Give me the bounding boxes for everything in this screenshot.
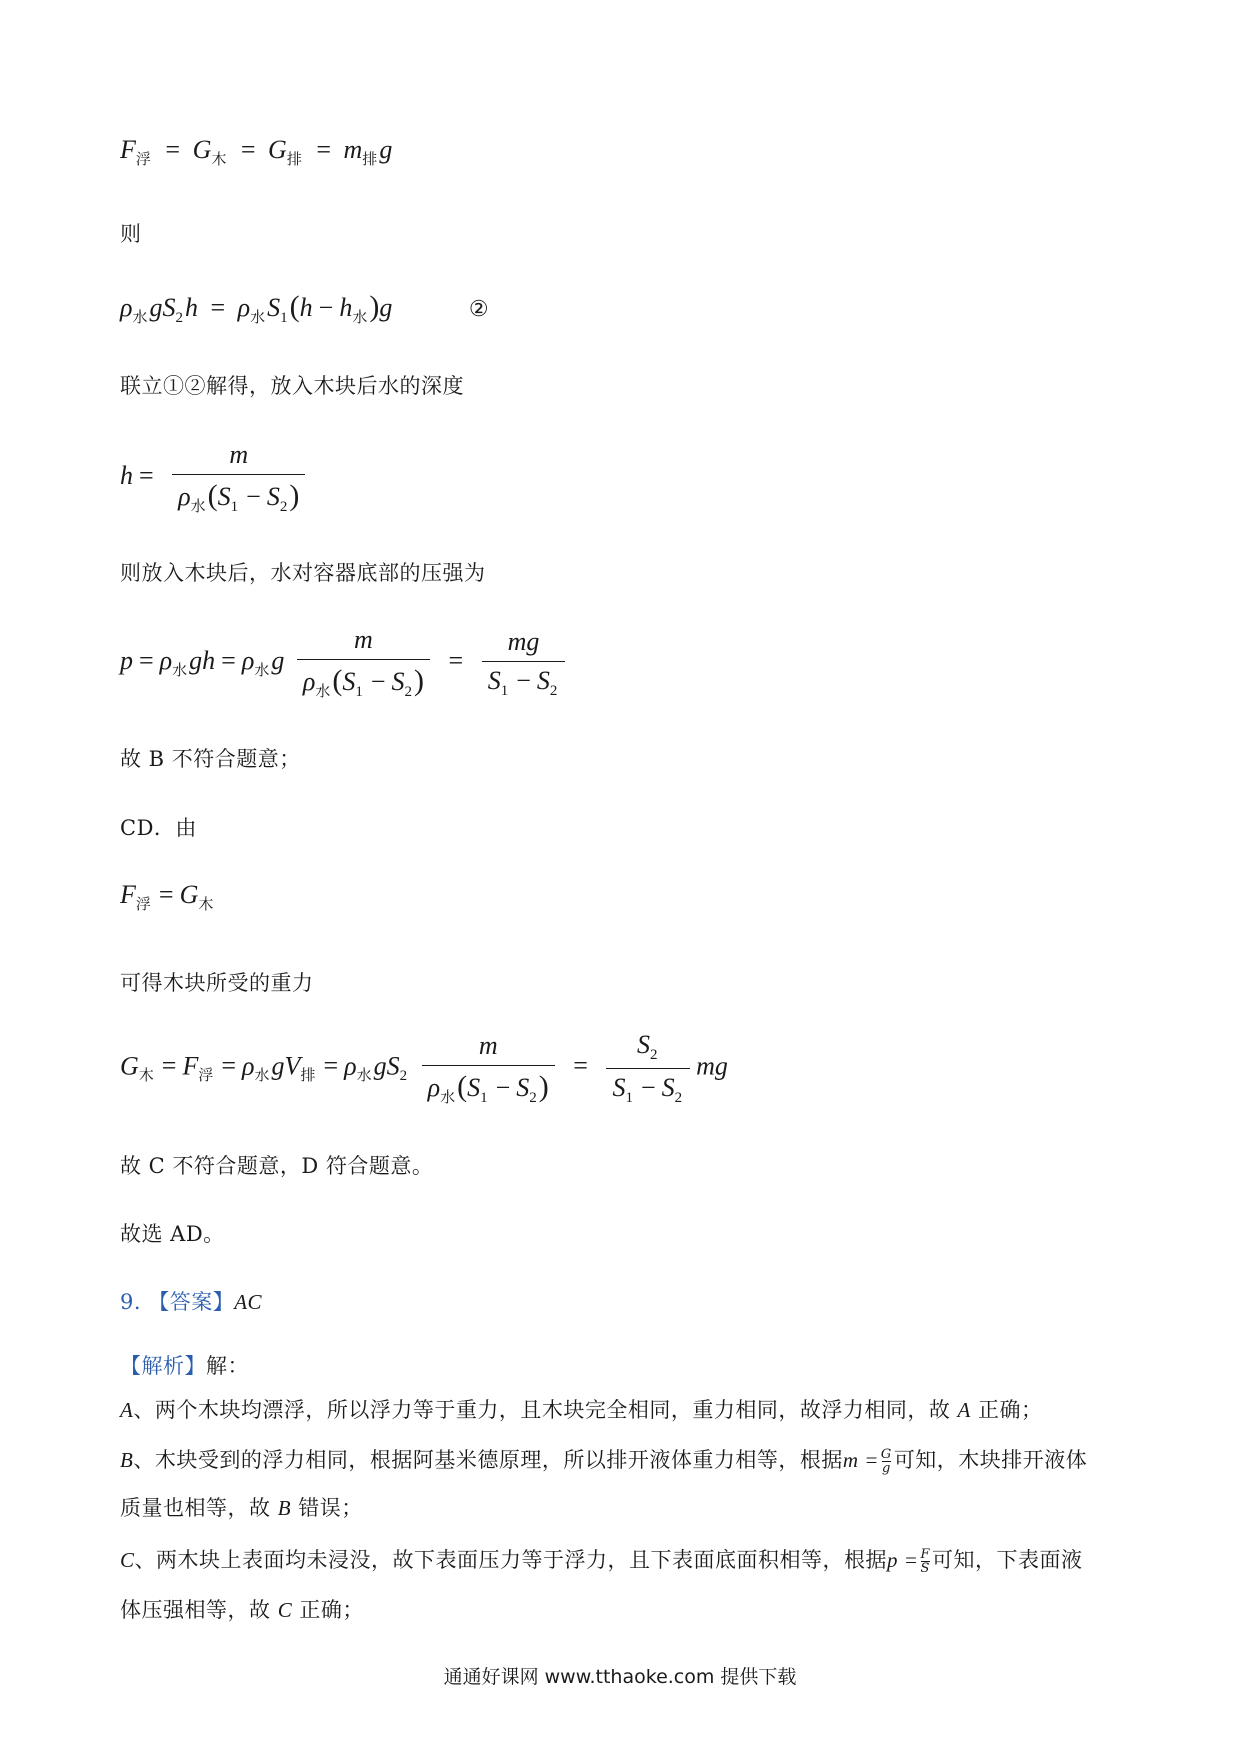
- answer-value: AC: [234, 1290, 263, 1314]
- equation-marker-2: ②: [468, 296, 489, 321]
- text-b-conclusion: 故 B 不符合题意；: [120, 747, 301, 771]
- answer-label: 【答案】: [148, 1290, 235, 1314]
- analysis-heading: 【解析】解：: [120, 1354, 249, 1378]
- equation-2: $\rho_水gS_2h = \rho_水S_1(h - h_水)g$ ②: [120, 290, 489, 326]
- analysis-item-b-line2: 质量也相等，故 B 错误；: [120, 1496, 363, 1520]
- question-9-answer: [120, 1286, 262, 1316]
- text-select: 故选 AD。: [120, 1222, 225, 1246]
- analysis-item-b: B、木块受到的浮力相同，根据阿基米德原理，所以排开液体重力相等，根据m = $\frac{G}{g}$ 可知，木块排开液体: [120, 1447, 1088, 1476]
- analysis-item-c: C、两木块上表面均未浸没，故下表面压力等于浮力，且下表面底面积相等，根据p = $\frac{F}{S}$ 可知，下表面液: [120, 1547, 1083, 1576]
- text-yali: 则放入木块后，水对容器底部的压强为: [120, 561, 486, 585]
- equation-buoyancy: $F_浮 = G_木 = G_排 = m_排g$: [120, 135, 393, 168]
- equation-depth: h = $\frac{m}{\rho_水(S_1 - S_2)}$: [120, 440, 311, 516]
- text-ze: 则: [120, 222, 142, 246]
- equation-float-equals-weight: $F_浮 = G_木$: [120, 880, 214, 913]
- analysis-item-c-line2: 体压强相等，故 C 正确；: [120, 1598, 364, 1622]
- equation-weight: $G_木 = F_浮 = \rho_水gV_排 = \rho_水gS_2$ $\frac{m}{\rho_水(S_1 - S_2)}$ = $\frac{S_2}{S_1 - S_2}$ mg: [120, 1030, 728, 1106]
- question-number: 9.: [120, 1290, 142, 1314]
- equation-pressure: $p = \rho_水gh = \rho_水g$ $\frac{m}{\rho_水(S_1 - S_2)}$ = $\frac{mg}{S_1 - S_2}$: [120, 625, 571, 701]
- text-cd-conclusion: 故 C 不符合题意，D 符合题意。: [120, 1154, 434, 1178]
- text-zhongli: 可得木块所受的重力: [120, 971, 314, 995]
- analysis-label: 【解析】: [120, 1354, 206, 1378]
- text-lianli: 联立①②解得，放入木块后水的深度: [120, 374, 464, 398]
- analysis-item-a: A、两个木块均漂浮，所以浮力等于重力，且木块完全相同，重力相同，故浮力相同，故 A 正确；: [120, 1398, 1043, 1422]
- page-footer: 通通好课网 www.tthaoke.com 提供下载: [443, 1666, 797, 1688]
- text-cd: CD．由: [120, 816, 197, 840]
